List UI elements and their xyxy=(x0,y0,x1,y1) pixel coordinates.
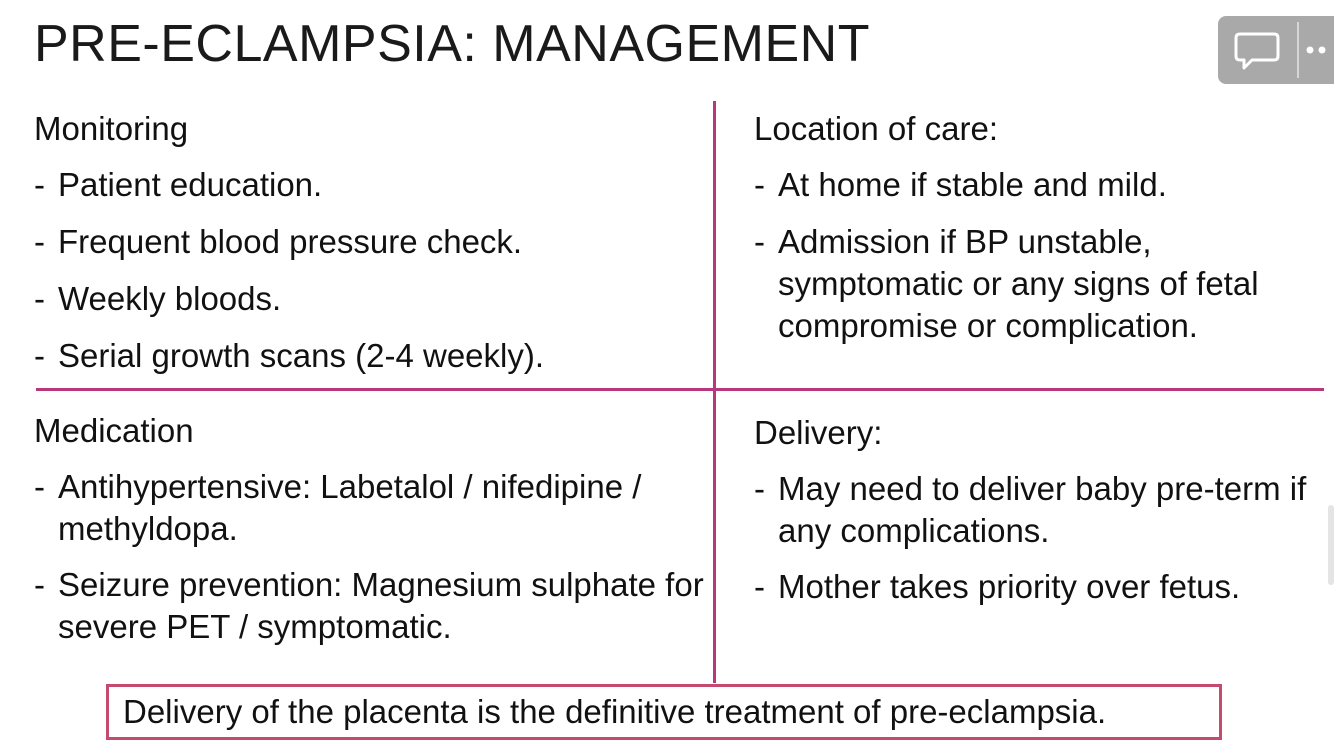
list-item: - Antihypertensive: Labetalol / nifedipine / methyldopa. xyxy=(34,468,642,547)
list-item: - Mother takes priority over fetus. xyxy=(754,568,1241,605)
list-item: - Seizure prevention: Magnesium sulphate for severe PET / symptomatic. xyxy=(34,566,704,645)
list-item: - Serial growth scans (2-4 weekly). xyxy=(34,337,545,374)
list-item: - Patient education. xyxy=(34,166,323,203)
key-message-box: Delivery of the placenta is the definitive treatment of pre-eclampsia. xyxy=(106,684,1222,740)
toolbar-divider xyxy=(1297,22,1299,78)
medication-section xyxy=(34,410,704,662)
list-item: - Frequent blood pressure check. xyxy=(34,223,523,260)
slide-title: PRE-ECLAMPSIA: MANAGEMENT xyxy=(34,15,870,73)
vertical-divider xyxy=(713,101,716,683)
delivery-section xyxy=(754,412,1324,622)
medication-heading: Medication xyxy=(34,412,194,449)
scrollbar-thumb[interactable] xyxy=(1328,505,1334,585)
location-of-care-section xyxy=(754,108,1324,362)
more-icon xyxy=(1300,16,1334,84)
comment-icon xyxy=(1218,16,1296,84)
monitoring-section xyxy=(34,108,704,392)
list-item: - May need to deliver baby pre-term if any complications. xyxy=(754,470,1307,549)
comment-button[interactable] xyxy=(1218,16,1296,84)
slide-toolbar xyxy=(1218,16,1334,84)
location-heading: Location of care: xyxy=(754,110,998,147)
monitoring-heading: Monitoring xyxy=(34,110,189,147)
list-item: - Admission if BP unstable, symptomatic or any signs of fetal compromise or complication. xyxy=(754,223,1259,344)
list-item: - Weekly bloods. xyxy=(34,280,282,317)
more-options-button[interactable] xyxy=(1300,16,1334,84)
list-item: - At home if stable and mild. xyxy=(754,166,1167,203)
delivery-heading: Delivery: xyxy=(754,414,883,451)
